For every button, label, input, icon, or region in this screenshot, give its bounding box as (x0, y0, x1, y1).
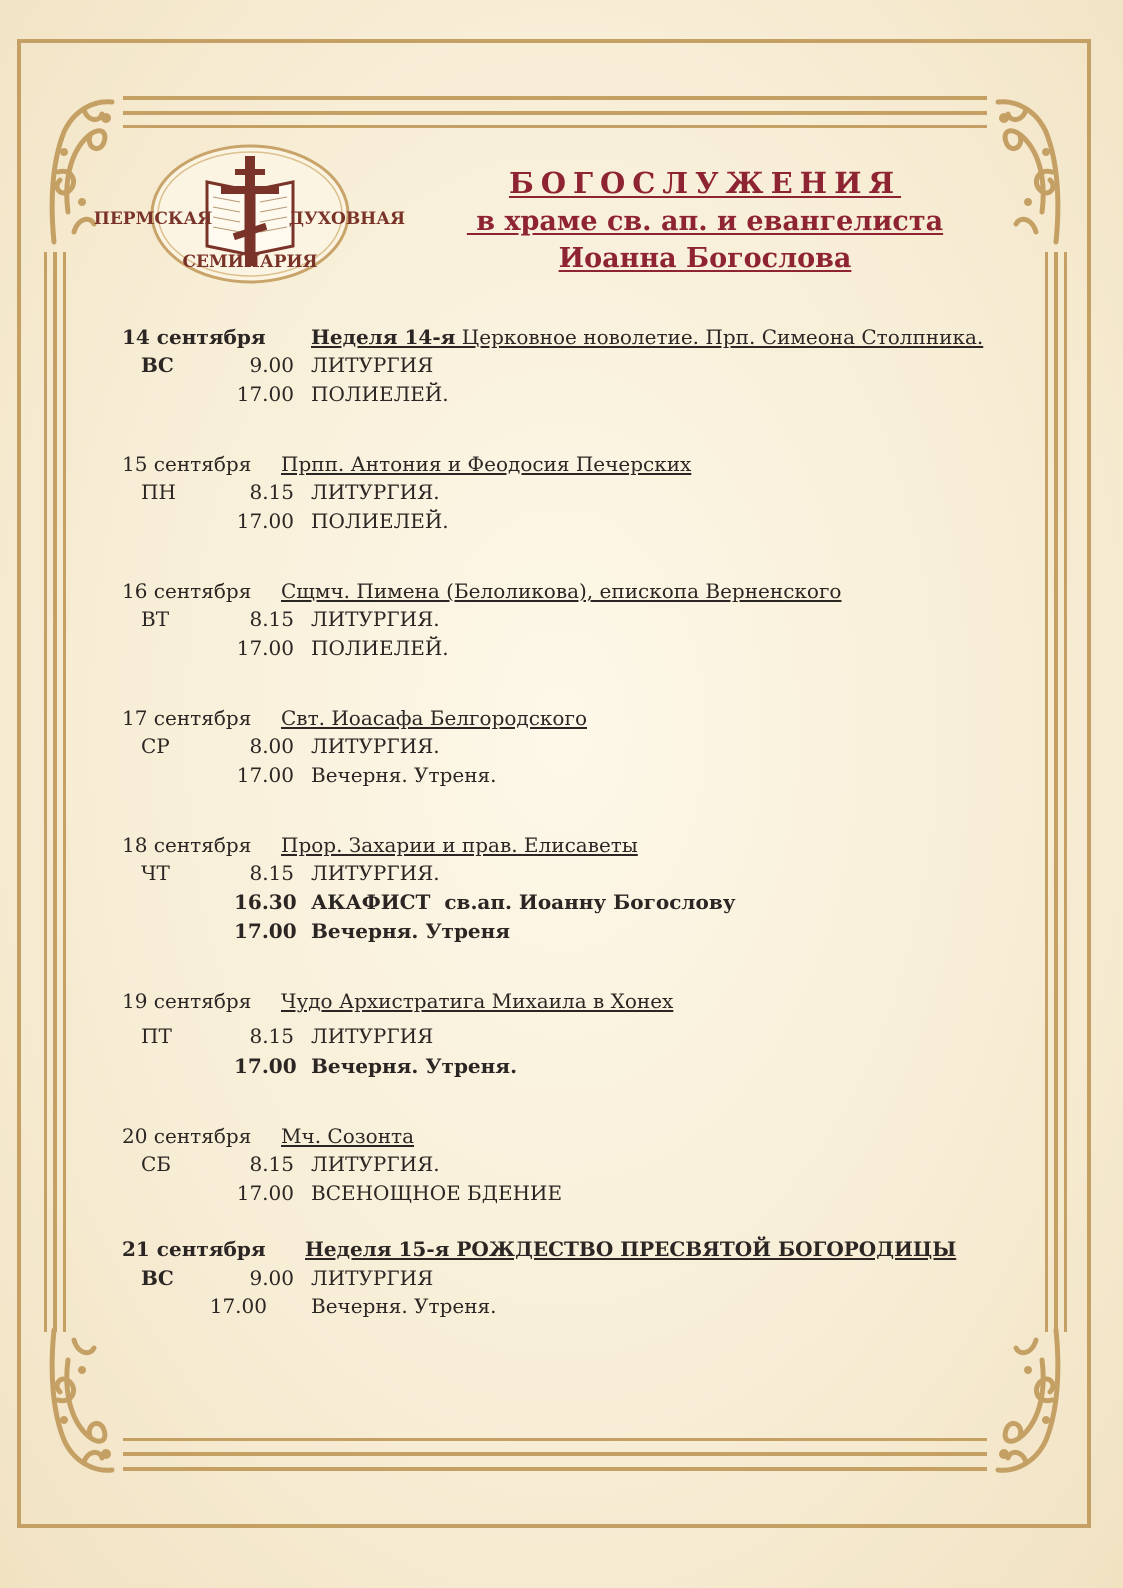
schedule-date: 20 сентября (122, 1124, 252, 1148)
logo-text-right: ДУХОВНАЯ (288, 209, 406, 229)
service-time: 17.00 (236, 636, 294, 660)
frame-top-rule-3 (123, 125, 987, 128)
schedule-feast: Неделя 15-я РОЖДЕСТВО ПРЕСВЯТОЙ БОГОРОДИЦЫ (305, 1237, 957, 1261)
schedule-feast: Свт. Иоасафа Белгородского (281, 706, 587, 730)
service-name: ЛИТУРГИЯ. (311, 861, 440, 885)
frame-outer-left (17, 39, 21, 1528)
service-time: 17.00 (209, 1294, 267, 1318)
schedule-weekday: СБ (141, 1152, 171, 1176)
frame-left-rule-2 (53, 252, 57, 1332)
service-time: 17.00 (234, 1054, 297, 1078)
schedule-date: 15 сентября (122, 452, 252, 476)
service-time: 8.15 (249, 480, 294, 504)
service-name: ПОЛИЕЛЕЙ. (311, 382, 449, 406)
frame-outer-top (17, 39, 1091, 43)
title-line-3: Иоанна Богослова (558, 243, 852, 274)
schedule-date: 21 сентября (122, 1237, 266, 1261)
schedule-weekday: ПН (141, 480, 176, 504)
service-time: 9.00 (249, 1266, 294, 1290)
schedule-feast-bold: Неделя 14-я (311, 325, 456, 349)
logo-text-bottom: СЕМИНАРИЯ (182, 252, 318, 272)
service-name: ЛИТУРГИЯ (311, 353, 434, 377)
service-time: 9.00 (249, 353, 294, 377)
schedule-date: 17 сентября (122, 706, 252, 730)
service-name: ПОЛИЕЛЕЙ. (311, 636, 449, 660)
frame-left-rule-3 (63, 252, 66, 1332)
title-line-2: в храме св. ап. и евангелиста (466, 206, 944, 237)
schedule-feast: Чудо Архистратига Михаила в Хонех (281, 989, 674, 1013)
schedule-weekday: ВТ (141, 607, 170, 631)
frame-outer-right (1087, 39, 1091, 1528)
service-time: 17.00 (236, 1181, 294, 1205)
page-title (440, 163, 970, 277)
corner-ornament-top-right (990, 92, 1066, 252)
service-name: Вечерня. Утреня (311, 919, 511, 943)
service-name: ЛИТУРГИЯ. (311, 1152, 440, 1176)
service-time: 17.00 (236, 763, 294, 787)
schedule-feast: Мч. Созонта (281, 1124, 415, 1148)
schedule-weekday: ВС (141, 1266, 174, 1290)
service-time: 8.00 (249, 734, 294, 758)
seminary-logo (93, 142, 406, 287)
service-name: ЛИТУРГИЯ (311, 1266, 434, 1290)
frame-right-rule-1 (1045, 252, 1048, 1332)
service-time: 8.15 (249, 1152, 294, 1176)
title-line-1: БОГОСЛУЖЕНИЯ (508, 166, 902, 200)
schedule-feast (311, 323, 983, 351)
service-name: ЛИТУРГИЯ. (311, 734, 440, 758)
frame-bottom-rule-2 (123, 1452, 987, 1456)
frame-top-rule-1 (123, 96, 987, 100)
service-name: АКАФИСТ св.ап. Иоанну Богослову (311, 890, 736, 914)
schedule-feast: Прпп. Антония и Феодосия Печерских (281, 452, 692, 476)
frame-right-rule-2 (1054, 252, 1058, 1332)
service-time: 17.00 (234, 919, 297, 943)
schedule-feast-text: Церковное новолетие. Прп. Симеона Столпника. (455, 325, 984, 349)
corner-ornament-bottom-right (990, 1320, 1066, 1480)
frame-bottom-rule-3 (123, 1467, 987, 1471)
service-time: 8.15 (249, 861, 294, 885)
frame-left-rule-1 (44, 252, 47, 1332)
frame-right-rule-3 (1064, 252, 1067, 1332)
service-name: ВСЕНОЩНОЕ БДЕНИЕ (311, 1181, 563, 1205)
schedule-weekday: ЧТ (141, 861, 170, 885)
service-name: ЛИТУРГИЯ. (311, 607, 440, 631)
schedule-date: 18 сентября (122, 833, 252, 857)
schedule-weekday: ВС (141, 353, 174, 377)
service-name: ЛИТУРГИЯ (311, 1024, 434, 1048)
schedule-date: 16 сентября (122, 579, 252, 603)
service-time: 17.00 (236, 509, 294, 533)
schedule-weekday: СР (141, 734, 170, 758)
service-time: 17.00 (236, 382, 294, 406)
schedule-weekday: ПТ (141, 1024, 172, 1048)
frame-outer-bottom (17, 1524, 1091, 1528)
service-name: Вечерня. Утреня. (311, 1294, 497, 1318)
service-time: 8.15 (249, 1024, 294, 1048)
frame-top-rule-2 (123, 111, 987, 115)
frame-bottom-rule-1 (123, 1438, 987, 1441)
service-name: ПОЛИЕЛЕЙ. (311, 509, 449, 533)
service-time: 16.30 (234, 890, 297, 914)
service-name: Вечерня. Утреня. (311, 1054, 518, 1078)
service-name: ЛИТУРГИЯ. (311, 480, 440, 504)
corner-ornament-bottom-left (44, 1320, 120, 1480)
service-name: Вечерня. Утреня. (311, 763, 497, 787)
schedule-date: 14 сентября (122, 325, 266, 349)
logo-text-left: ПЕРМСКАЯ (93, 209, 213, 229)
service-time: 8.15 (249, 607, 294, 631)
schedule-date: 19 сентября (122, 989, 252, 1013)
schedule-feast: Прор. Захарии и прав. Елисаветы (281, 833, 638, 857)
schedule-feast: Сщмч. Пимена (Белоликова), епископа Верненского (281, 579, 842, 603)
